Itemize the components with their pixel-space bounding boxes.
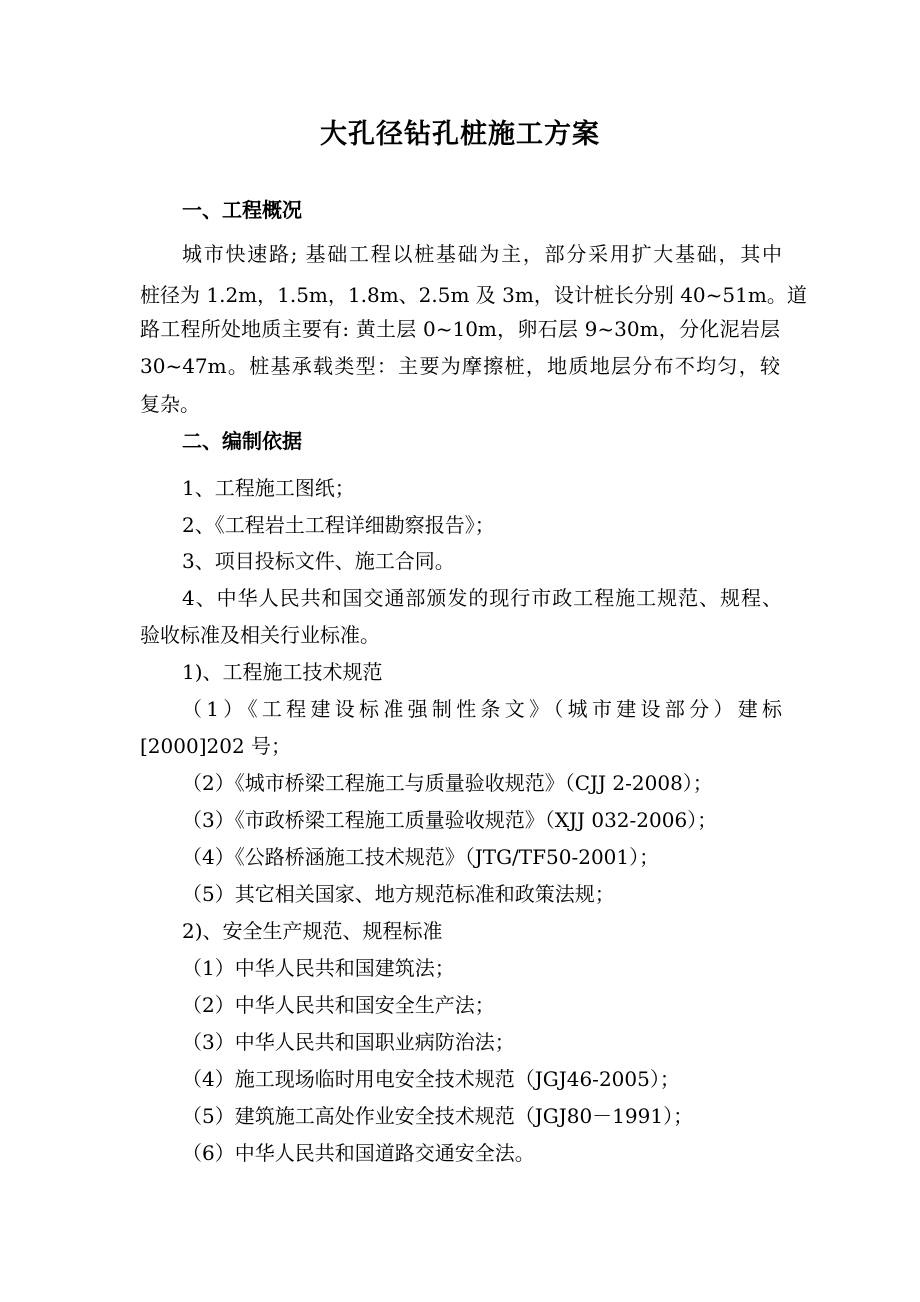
section-heading-basis: 二、编制依据 <box>182 429 302 453</box>
safety-spec-item: （5）建筑施工高处作业安全技术规范（JGJ80－1991）； <box>182 1104 694 1128</box>
safety-spec-item: （6）中华人民共和国道路交通安全法。 <box>182 1141 535 1165</box>
overview-paragraph-line: 复杂。 <box>140 392 200 416</box>
technical-spec-item: （2）《城市桥梁工程施工与质量验收规范》（CJJ 2-2008）； <box>182 771 713 795</box>
safety-spec-item: （4）施工现场临时用电安全技术规范（JGJ46-2005）； <box>182 1067 680 1091</box>
technical-spec-item: （3）《市政桥梁工程施工质量验收规范》（XJJ 032-2006）； <box>182 808 718 832</box>
overview-paragraph-line: 30~47m。桩基承载类型：主要为摩擦桩，地质地层分布不均匀，较 <box>140 354 780 378</box>
section-heading-overview: 一、工程概况 <box>182 198 302 222</box>
technical-spec-line: [2000]202 号； <box>140 734 292 758</box>
safety-spec-item: （1）中华人民共和国建筑法； <box>182 956 455 980</box>
basis-item: 2、《工程岩土工程详细勘察报告》； <box>182 513 495 537</box>
technical-spec-line: （1）《工程建设标准强制性条文》（城市建设部分）建标 <box>182 697 782 721</box>
technical-spec-item: （5）其它相关国家、地方规范标准和政策法规； <box>182 882 615 906</box>
subsection-heading-technical: 1)、工程施工技术规范 <box>182 660 383 684</box>
overview-paragraph-line: 路工程所处地质主要有: 黄土层 0~10m，卵石层 9~30m，分化泥岩层 <box>140 317 780 341</box>
basis-item-line: 验收标准及相关行业标准。 <box>140 623 380 647</box>
technical-spec-item: （4）《公路桥涵施工技术规范》（JTG/TF50-2001）； <box>182 845 660 869</box>
basis-item: 1、工程施工图纸； <box>182 476 355 500</box>
subsection-heading-safety: 2)、安全生产规范、规程标准 <box>182 919 443 943</box>
safety-spec-item: （2）中华人民共和国安全生产法； <box>182 993 495 1017</box>
basis-item: 3、项目投标文件、施工合同。 <box>182 549 455 573</box>
basis-item-line: 4、中华人民共和国交通部颁发的现行市政工程施工规范、规程、 <box>182 586 782 610</box>
safety-spec-item: （3）中华人民共和国职业病防治法； <box>182 1030 515 1054</box>
overview-paragraph-line: 城市快速路; 基础工程以桩基础为主，部分采用扩大基础，其中 <box>182 242 782 266</box>
document-title: 大孔径钻孔桩施工方案 <box>320 119 600 150</box>
overview-paragraph-line: 桩径为 1.2m，1.5m，1.8m、2.5m 及 3m，设计桩长分别 40~51m。道 <box>140 283 807 307</box>
